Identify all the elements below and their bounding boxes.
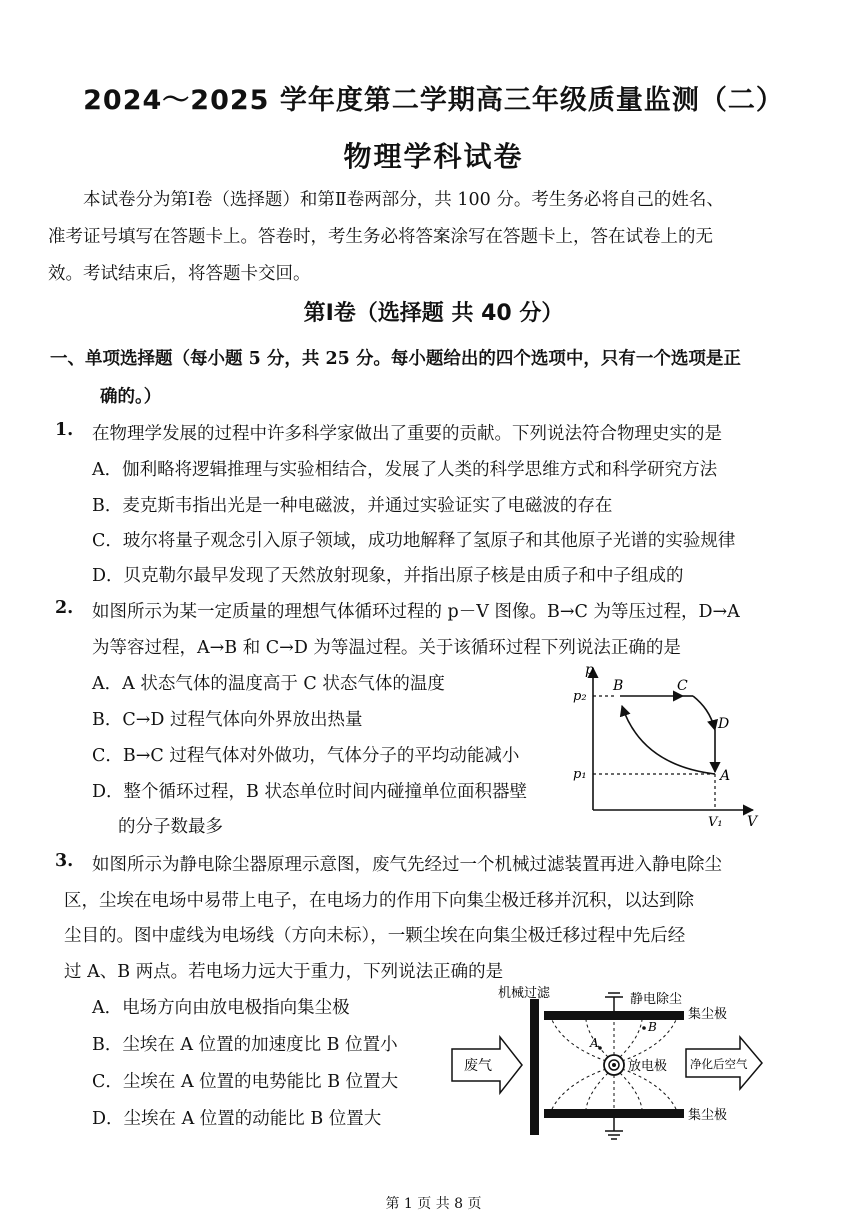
inlet-label: 废气 bbox=[464, 1058, 492, 1074]
point-d-label: D bbox=[718, 716, 730, 732]
point-b-label: B bbox=[648, 1020, 657, 1034]
collector-bottom-label: 集尘极 bbox=[688, 1108, 728, 1123]
esp-zone-label: 静电除尘 bbox=[630, 992, 683, 1007]
v1-label: V₁ bbox=[708, 815, 723, 830]
option-a: A．电场方向由放电极指向集尘极 bbox=[92, 998, 350, 1018]
v-axis-label: V bbox=[747, 814, 758, 830]
option-d: D．整个循环过程，B 状态单位时间内碰撞单位面积器壁 bbox=[92, 782, 527, 802]
mechanical-filter bbox=[530, 999, 539, 1135]
option-b: B．尘埃在 A 位置的加速度比 B 位置小 bbox=[92, 1035, 398, 1055]
point-b bbox=[642, 1026, 646, 1030]
option-d: D．贝克勒尔最早发现了天然放射现象，并指出原子核是由质子和中子组成的 bbox=[92, 566, 684, 586]
p1-label: p₁ bbox=[573, 767, 587, 782]
option-a: A．A 状态气体的温度高于 C 状态气体的温度 bbox=[92, 674, 445, 694]
point-c-label: C bbox=[677, 678, 688, 694]
question-stem: 如图所示为静电除尘器原理示意图，废气先经过一个机械过滤装置再进入静电除尘 bbox=[92, 855, 722, 875]
ab-process bbox=[622, 706, 715, 774]
page-footer: 第 1 页 共 8 页 bbox=[385, 1196, 482, 1212]
collector-top-label: 集尘极 bbox=[688, 1007, 728, 1022]
p-axis-label: p bbox=[585, 662, 594, 678]
section-title: 第Ⅰ卷（选择题 共 40 分） bbox=[303, 301, 564, 326]
point-b-label: B bbox=[613, 678, 624, 694]
instruction-line: 本试卷分为第Ⅰ卷（选择题）和第Ⅱ卷两部分，共 100 分。考生务必将自己的姓名、 bbox=[83, 190, 724, 210]
precipitator-diagram bbox=[448, 985, 766, 1145]
question-stem-cont: 为等容过程，A→B 和 C→D 为等温过程。关于该循环过程下列说法正确的是 bbox=[92, 638, 681, 658]
question-number: 3. bbox=[55, 851, 74, 871]
question-stem-cont: 区，尘埃在电场中易带上电子，在电场力的作用下向集尘极迁移并沉积，以达到除 bbox=[64, 891, 694, 911]
instruction-line: 准考证号填写在答题卡上。答卷时，考生务必将答案涂写在答题卡上，答在试卷上的无 bbox=[48, 227, 713, 247]
exam-subject-title: 物理学科试卷 bbox=[343, 140, 524, 173]
part-heading-cont: 确的。） bbox=[100, 387, 162, 407]
question-number: 1. bbox=[55, 420, 74, 440]
outlet-label: 净化后空气 bbox=[690, 1057, 748, 1071]
mech-filter-label: 机械过滤 bbox=[498, 986, 551, 1001]
option-b: B．麦克斯韦指出光是一种电磁波，并通过实验证实了电磁波的存在 bbox=[92, 496, 613, 516]
option-c: C．B→C 过程气体对外做功，气体分子的平均动能减小 bbox=[92, 746, 520, 766]
collector-plate-bottom bbox=[544, 1109, 684, 1118]
question-number: 2. bbox=[55, 598, 74, 618]
point-a-label: A bbox=[590, 1036, 599, 1050]
collector-plate-top bbox=[544, 1011, 684, 1020]
p2-label: p₂ bbox=[573, 689, 587, 704]
exam-instructions bbox=[48, 182, 820, 293]
part-heading: 一、单项选择题（每小题 5 分，共 25 分。每小题给出的四个选项中，只有一个选项是正 bbox=[50, 349, 741, 369]
option-d: D．尘埃在 A 位置的动能比 B 位置大 bbox=[92, 1109, 382, 1129]
option-c: C．尘埃在 A 位置的电势能比 B 位置大 bbox=[92, 1072, 399, 1092]
point-a-label: A bbox=[720, 768, 731, 784]
question-stem: 在物理学发展的过程中许多科学家做出了重要的贡献。下列说法符合物理史实的是 bbox=[92, 424, 722, 444]
exam-title: 2024～2025 学年度第二学期高三年级质量监测（二） bbox=[83, 85, 784, 116]
option-d-cont: 的分子数最多 bbox=[118, 817, 223, 837]
point-a bbox=[598, 1046, 602, 1050]
question-stem-cont: 尘目的。图中虚线为电场线（方向未标），一颗尘埃在向集尘极迁移过程中先后经 bbox=[64, 926, 686, 946]
cd-process bbox=[693, 696, 715, 730]
question-stem-cont: 过 A、B 两点。若电场力远大于重力，下列说法正确的是 bbox=[64, 962, 504, 982]
option-a: A．伽利略将逻辑推理与实验相结合，发展了人类的科学思维方式和科学研究方法 bbox=[92, 460, 718, 480]
discharge-electrode-core bbox=[612, 1063, 616, 1067]
discharge-label: 放电极 bbox=[628, 1059, 668, 1074]
question-stem: 如图所示为某一定质量的理想气体循环过程的 p－V 图像。B→C 为等压过程，D→A bbox=[92, 602, 740, 622]
pv-diagram bbox=[565, 660, 765, 835]
option-b: B．C→D 过程气体向外界放出热量 bbox=[92, 710, 363, 730]
option-c: C．玻尔将量子观念引入原子领域，成功地解释了氢原子和其他原子光谱的实验规律 bbox=[92, 531, 736, 551]
instruction-line: 效。考试结束后，将答题卡交回。 bbox=[48, 264, 311, 284]
